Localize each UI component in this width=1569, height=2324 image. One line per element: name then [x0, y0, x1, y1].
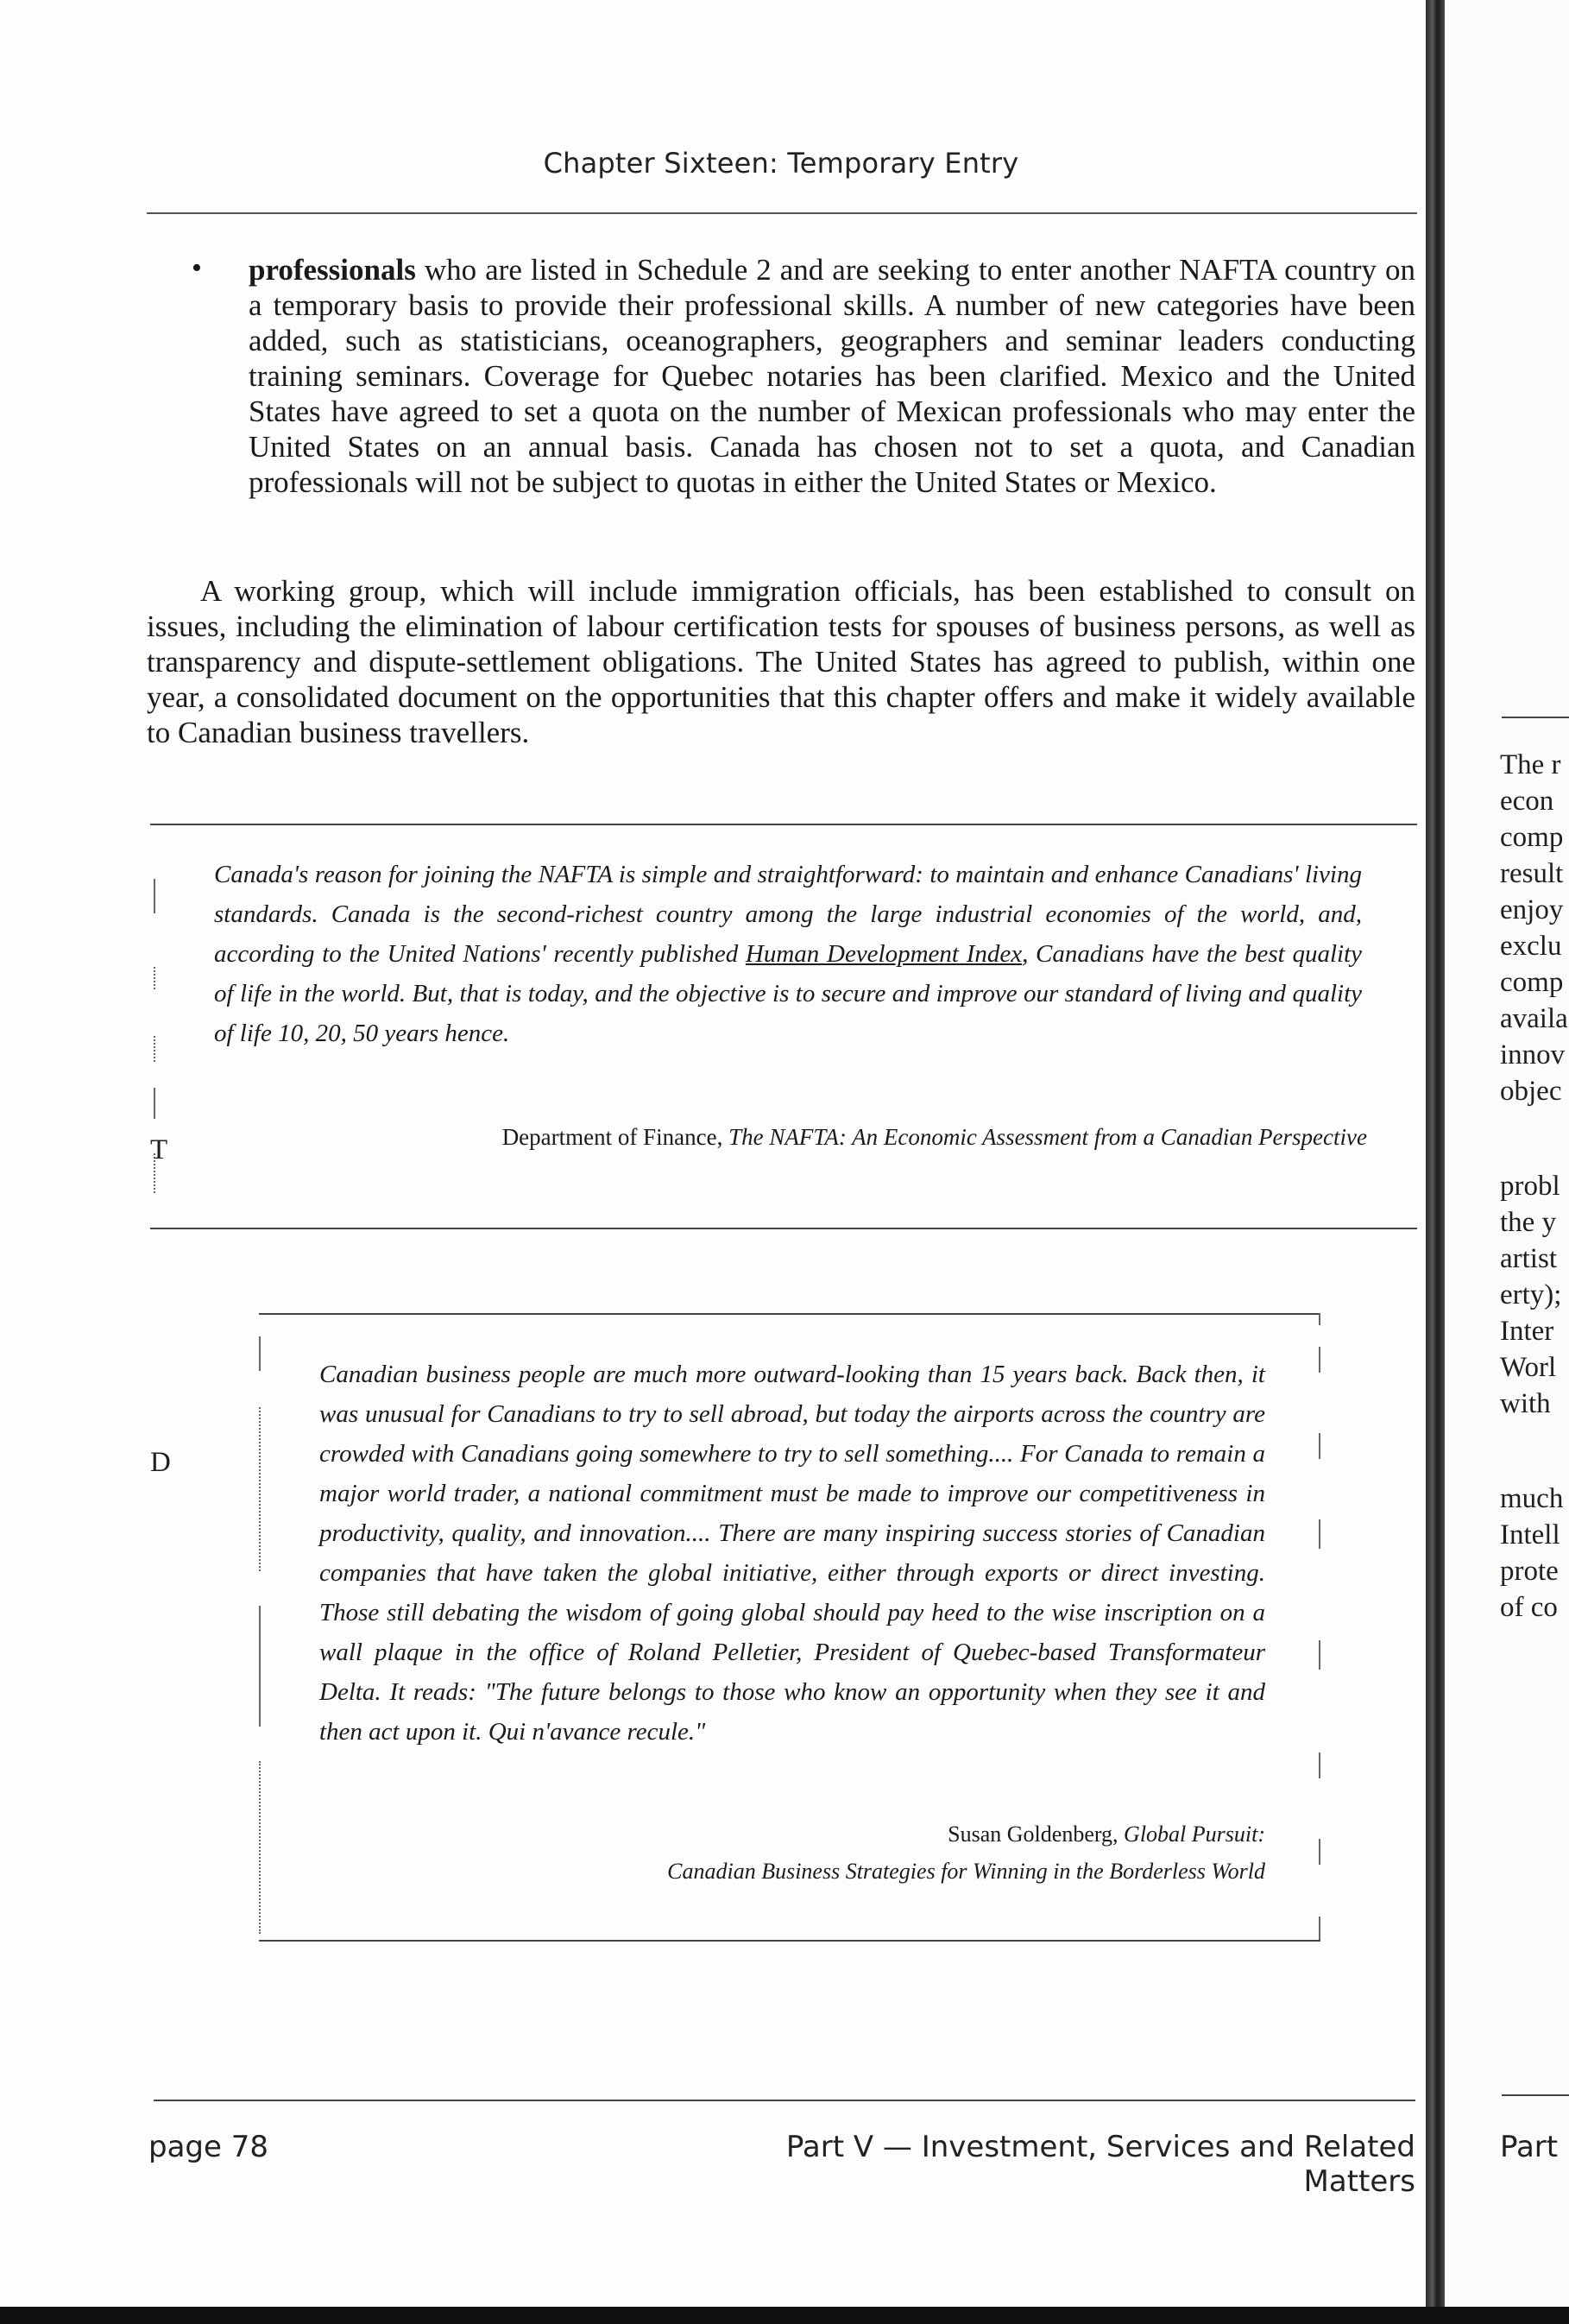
footer-part-title: Part V — Investment, Services and Related Matters [785, 2130, 1415, 2199]
quote2-right-border [1319, 1752, 1320, 1778]
facing-page-line: probl [1500, 1171, 1560, 1202]
facing-page-rule [1502, 717, 1569, 718]
facing-page-line: The r [1500, 749, 1561, 780]
facing-page-line: exclu [1500, 931, 1562, 962]
quote2-right-border [1319, 1347, 1320, 1373]
quote1-left-border [154, 1088, 155, 1119]
bullet-term: professionals [249, 253, 416, 287]
quote1-source-title: The NAFTA: An Economic Assessment from a Canadian Perspective [728, 1124, 1367, 1150]
quote2-right-border [1319, 1640, 1320, 1670]
quote1-bottom-rule [150, 1228, 1417, 1229]
quote2-bottom-border [259, 1940, 1320, 1942]
quote2-source-title: Global Pursuit: [1124, 1822, 1265, 1847]
quote2-text: Canadian business people are much more outward-looking than 15 years back. Back then, it was unusual for Canadians to try to sell abroad, but today the airports across the country are crowded with Canadians going somewhere to try to sell something.... For Canada to remain a major world trader, a national commitment must be made to improve our competitiveness in productivity, quality, and innovation.... There are many inspiring success stories of Canadian companies that have taken the global initiative, either through exports or direct investing. Those still debating the wisdom of going global should pay heed to the wise inscription on a wall plaque in the office of Roland Pelletier, President of Quebec-based Transformateur Delta. It reads: "The future belongs to those who know an opportunity when they see it and then act upon it. Qui n'avance recule." [319, 1361, 1265, 1746]
quote2-right-border [1319, 1917, 1320, 1940]
facing-page-line: enjoy [1500, 894, 1564, 925]
bullet-item-professionals [173, 252, 1415, 500]
facing-page-line: Intell [1500, 1519, 1560, 1550]
quote1-text: Canada's reason for joining the NAFTA is simple and straightforward: to maintain and enhance Canadians' living standards. Canada is the second-richest country among the large industrial economies of the world, and, according to the United Nations' recently published Human Development Index, Canadians have the best quality of life in the world. But, that is today, and the objective is to secure and improve our standard of living and quality of life 10, 20, 50 years hence. [214, 861, 1362, 1047]
quote2-right-border [1319, 1839, 1320, 1865]
facing-page-line: comp [1500, 967, 1564, 998]
facing-page-line: result [1500, 858, 1564, 889]
human-development-index-title: Human Development Index [745, 940, 1023, 968]
facing-page-line: Inter [1500, 1316, 1554, 1347]
facing-page-footer: Part [1500, 2130, 1559, 2164]
facing-page-line: comp [1500, 822, 1564, 853]
facing-page-line: prote [1500, 1556, 1559, 1587]
facing-page-line: Worl [1500, 1352, 1557, 1383]
facing-page-line: econ [1500, 786, 1554, 817]
facing-page-line: of co [1500, 1592, 1558, 1623]
quote2-attribution: Susan Goldenberg, Global Pursuit: Canadian Business Strategies for Winning in the Borderless World [667, 1822, 1265, 1884]
quote1-left-border [154, 967, 155, 989]
facing-page-line: T [150, 1134, 168, 1165]
quote2-left-border [259, 1606, 261, 1727]
bullet-body: who are listed in Schedule 2 and are seeking to enter another NAFTA country on a temporary basis to provide their professional skills. A number of new categories have been added, such as statisticians, oceanographers, geographers and seminar leaders conducting training seminars. Coverage for Quebec notaries has been clarified. Mexico and the United States have agreed to set a quota on the number of Mexican professionals who may enter the United States on an annual basis. Canada has chosen not to set a quota, and Canadian professionals will not be subject to quotas in either the United States or Mexico. [249, 253, 1415, 499]
facing-page-line: with [1500, 1388, 1551, 1419]
facing-page-line: the y [1500, 1207, 1557, 1238]
facing-page-line: innov [1500, 1039, 1566, 1070]
facing-page-line: objec [1500, 1076, 1562, 1107]
facing-page-footer-rule [1502, 2094, 1569, 2096]
quote2-left-border [259, 1336, 261, 1371]
footer-rule [154, 2100, 1415, 2101]
facing-page-line: erty); [1500, 1279, 1562, 1310]
header-rule [147, 212, 1417, 214]
quote1-left-border [154, 1036, 155, 1062]
quote1-left-border [154, 879, 155, 913]
quote2-right-border [1319, 1433, 1320, 1459]
facing-page-line: availa [1500, 1003, 1568, 1034]
quote2-left-border [259, 1761, 261, 1934]
scan-edge [0, 2307, 1569, 2324]
quote2-source-subtitle: Canadian Business Strategies for Winning in the Borderless World [667, 1859, 1265, 1884]
body-paragraph: A working group, which will include immigration officials, has been established to consult on issues, including the elimination of labour certification tests for spouses of business persons, as well as transparency and dispute-settlement obligations. The United States has agreed to publish, within one year, a consolidated document on the opportunities that this chapter offers and make it widely available to Canadian business travellers. [147, 574, 1415, 749]
quote1-top-rule [150, 824, 1417, 825]
facing-page-line: D [150, 1447, 171, 1478]
quote2-top-border [259, 1313, 1320, 1315]
quote2-right-border [1319, 1519, 1320, 1549]
facing-page-line: artist [1500, 1243, 1557, 1274]
quote1-attribution: Department of Finance, The NAFTA: An Economic Assessment from a Canadian Perspective [501, 1124, 1367, 1150]
facing-page-line: much [1500, 1483, 1564, 1514]
page-number: page 78 [148, 2130, 268, 2164]
quote2-right-border [1319, 1313, 1320, 1325]
running-head: Chapter Sixteen: Temporary Entry [543, 147, 1019, 180]
book-spine [1426, 0, 1445, 2324]
bullet-marker: • [192, 252, 202, 284]
quote2-left-border [259, 1407, 261, 1571]
bullet-text [249, 252, 1415, 500]
